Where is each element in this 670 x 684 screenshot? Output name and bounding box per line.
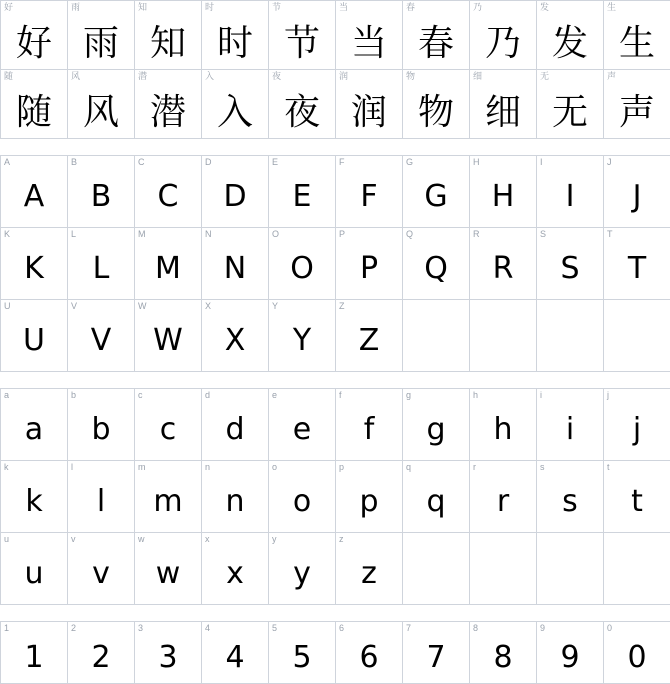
block-separator	[0, 372, 670, 388]
glyph-character: r	[496, 484, 510, 519]
glyph-code-label: 入	[205, 71, 215, 81]
glyph-code-label: I	[540, 157, 543, 167]
glyph-character: q	[426, 484, 446, 519]
glyph-character	[470, 543, 536, 604]
glyph-character: O	[290, 251, 314, 286]
glyph-cell[interactable]	[403, 228, 470, 300]
glyph-code-label: 当	[339, 2, 349, 12]
glyph-character: 好	[15, 22, 52, 64]
glyph-cell[interactable]	[202, 533, 269, 605]
glyph-character: 时	[216, 22, 253, 64]
glyph-cell[interactable]	[403, 70, 470, 139]
glyph-character: p	[359, 484, 379, 519]
glyph-code-label: U	[4, 301, 11, 311]
glyph-code-label: t	[607, 462, 610, 472]
glyph-cell[interactable]	[1, 70, 68, 139]
glyph-character: y	[293, 556, 311, 591]
glyph-code-label: W	[138, 301, 147, 311]
glyph-cell[interactable]	[135, 622, 202, 684]
glyph-code-label: 雨	[71, 2, 81, 12]
glyph-code-label: d	[205, 390, 211, 400]
glyph-character: 潜	[149, 91, 186, 133]
glyph-character: X	[224, 323, 246, 358]
glyph-cell[interactable]	[1, 389, 68, 461]
glyph-code-label: G	[406, 157, 414, 167]
glyph-code-label: 潜	[138, 71, 148, 81]
glyph-character: d	[225, 412, 245, 447]
glyph-code-label: 乃	[473, 2, 483, 12]
glyph-character: Z	[358, 323, 380, 358]
glyph-code-label: z	[339, 534, 344, 544]
glyph-code-label: P	[339, 229, 346, 239]
glyph-cell[interactable]	[336, 461, 403, 533]
glyph-cell[interactable]	[135, 300, 202, 372]
glyph-code-label: 风	[71, 71, 81, 81]
glyph-cell[interactable]	[403, 156, 470, 228]
glyph-code-label: 无	[540, 71, 550, 81]
glyph-character: Q	[424, 251, 448, 286]
glyph-code-label: y	[272, 534, 277, 544]
glyph-code-label: 7	[406, 623, 412, 633]
glyph-code-label: 随	[4, 71, 14, 81]
glyph-code-label: J	[607, 157, 612, 167]
glyph-code-label: M	[138, 229, 146, 239]
glyph-cell[interactable]	[68, 533, 135, 605]
glyph-character: 随	[15, 91, 52, 133]
glyph-code-label: Z	[339, 301, 345, 311]
glyph-character: 知	[149, 22, 186, 64]
glyph-code-label: c	[138, 390, 143, 400]
glyph-character: 夜	[283, 91, 320, 133]
glyph-cell[interactable]	[336, 156, 403, 228]
glyph-cell[interactable]	[537, 156, 604, 228]
glyph-cell[interactable]	[470, 156, 537, 228]
glyph-code-label: D	[205, 157, 212, 167]
glyph-character: S	[560, 251, 580, 286]
glyph-character: n	[225, 484, 245, 519]
glyph-block-cjk-characters	[0, 0, 670, 139]
glyph-code-label: 润	[339, 71, 349, 81]
glyph-cell[interactable]	[470, 1, 537, 70]
glyph-character: U	[23, 323, 45, 358]
glyph-code-label: X	[205, 301, 212, 311]
glyph-code-label: 5	[272, 623, 278, 633]
glyph-code-label: K	[4, 229, 11, 239]
glyph-character: a	[24, 412, 44, 447]
glyph-code-label: 2	[71, 623, 77, 633]
glyph-cell[interactable]	[604, 228, 670, 300]
glyph-code-label: 9	[540, 623, 546, 633]
glyph-cell[interactable]	[1, 300, 68, 372]
glyph-character: h	[493, 412, 513, 447]
glyph-cell[interactable]	[1, 1, 68, 70]
glyph-code-label: f	[339, 390, 342, 400]
glyph-code-label: L	[71, 229, 77, 239]
glyph-code-label: 春	[406, 2, 416, 12]
glyph-character: Y	[292, 323, 312, 358]
glyph-code-label: k	[4, 462, 9, 472]
glyph-cell[interactable]	[202, 461, 269, 533]
glyph-character	[403, 310, 469, 371]
glyph-code-label: m	[138, 462, 146, 472]
glyph-character: 细	[484, 91, 521, 133]
glyph-cell[interactable]	[470, 389, 537, 461]
glyph-cell[interactable]	[604, 622, 670, 684]
glyph-cell-empty	[604, 533, 670, 605]
glyph-cell[interactable]	[604, 461, 670, 533]
glyph-character: j	[632, 412, 642, 447]
glyph-character: 0	[627, 640, 647, 675]
glyph-cell-empty	[537, 533, 604, 605]
glyph-character: i	[565, 412, 575, 447]
glyph-code-label: 生	[607, 2, 617, 12]
glyph-cell[interactable]	[202, 156, 269, 228]
glyph-character: k	[25, 484, 43, 519]
glyph-code-label: S	[540, 229, 547, 239]
glyph-cell[interactable]	[68, 622, 135, 684]
glyph-code-label: R	[473, 229, 480, 239]
glyph-code-label: r	[473, 462, 476, 472]
glyph-code-label: e	[272, 390, 278, 400]
glyph-code-label: T	[607, 229, 613, 239]
glyph-character: 2	[91, 640, 111, 675]
glyph-code-label: 4	[205, 623, 211, 633]
glyph-cell[interactable]	[135, 533, 202, 605]
glyph-code-label: C	[138, 157, 145, 167]
glyph-character: N	[223, 251, 247, 286]
glyph-cell[interactable]	[269, 389, 336, 461]
glyph-cell[interactable]	[269, 461, 336, 533]
glyph-code-label: v	[71, 534, 76, 544]
glyph-cell[interactable]	[68, 389, 135, 461]
glyph-character: 8	[493, 640, 513, 675]
glyph-cell[interactable]	[135, 389, 202, 461]
glyph-character: o	[292, 484, 312, 519]
glyph-cell[interactable]	[135, 228, 202, 300]
glyph-cell[interactable]	[1, 622, 68, 684]
glyph-character: v	[92, 556, 110, 591]
glyph-cell[interactable]	[604, 1, 670, 70]
glyph-cell[interactable]	[470, 461, 537, 533]
glyph-cell[interactable]	[604, 156, 670, 228]
glyph-code-label: Y	[272, 301, 279, 311]
glyph-cell[interactable]	[537, 461, 604, 533]
glyph-code-label: H	[473, 157, 480, 167]
glyph-code-label: 好	[4, 2, 14, 12]
glyph-character: 6	[359, 640, 379, 675]
glyph-cell[interactable]	[135, 70, 202, 139]
glyph-cell[interactable]	[336, 228, 403, 300]
glyph-cell[interactable]	[1, 533, 68, 605]
glyph-cell-empty	[470, 300, 537, 372]
glyph-cell[interactable]	[202, 70, 269, 139]
glyph-character	[537, 543, 603, 604]
glyph-character: 物	[417, 91, 454, 133]
glyph-character: 发	[551, 22, 588, 64]
glyph-code-label: a	[4, 390, 10, 400]
glyph-character: 风	[82, 91, 119, 133]
glyph-code-label: V	[71, 301, 78, 311]
glyph-cell[interactable]	[336, 300, 403, 372]
glyph-cell[interactable]	[135, 461, 202, 533]
glyph-character: t	[631, 484, 643, 519]
glyph-character: 4	[225, 640, 245, 675]
glyph-character	[403, 543, 469, 604]
glyph-cell[interactable]	[269, 622, 336, 684]
glyph-cell-empty	[403, 300, 470, 372]
glyph-character: D	[223, 179, 247, 214]
glyph-cell[interactable]	[269, 1, 336, 70]
glyph-character: T	[627, 251, 647, 286]
glyph-code-label: 物	[406, 71, 416, 81]
glyph-cell[interactable]	[202, 389, 269, 461]
glyph-character: H	[491, 179, 515, 214]
glyph-cell[interactable]	[336, 1, 403, 70]
glyph-character: 雨	[82, 22, 119, 64]
glyph-code-label: E	[272, 157, 279, 167]
glyph-code-label: 细	[473, 71, 483, 81]
glyph-character	[470, 310, 536, 371]
glyph-character: x	[226, 556, 244, 591]
glyph-cell[interactable]	[604, 70, 670, 139]
glyph-character: l	[96, 484, 106, 519]
glyph-character: R	[492, 251, 514, 286]
glyph-block-digits	[0, 621, 670, 684]
glyph-cell[interactable]	[336, 389, 403, 461]
glyph-cell[interactable]	[336, 70, 403, 139]
glyph-cell[interactable]	[537, 70, 604, 139]
glyph-code-label: o	[272, 462, 278, 472]
glyph-character: 3	[158, 640, 178, 675]
glyph-character: C	[157, 179, 179, 214]
glyph-cell[interactable]	[470, 70, 537, 139]
glyph-character: g	[426, 412, 446, 447]
glyph-code-label: u	[4, 534, 10, 544]
glyph-cell[interactable]	[68, 1, 135, 70]
glyph-character: s	[562, 484, 578, 519]
glyph-code-label: i	[540, 390, 542, 400]
glyph-character: 1	[24, 640, 44, 675]
glyph-cell[interactable]	[604, 389, 670, 461]
glyph-cell[interactable]	[470, 622, 537, 684]
glyph-cell[interactable]	[537, 622, 604, 684]
glyph-cell[interactable]	[68, 461, 135, 533]
glyph-character: 乃	[484, 22, 521, 64]
glyph-code-label: N	[205, 229, 212, 239]
glyph-cell[interactable]	[403, 461, 470, 533]
glyph-code-label: 节	[272, 2, 282, 12]
glyph-character: I	[565, 179, 575, 214]
glyph-code-label: w	[138, 534, 145, 544]
glyph-code-label: B	[71, 157, 78, 167]
glyph-character: 生	[618, 22, 655, 64]
glyph-cell[interactable]	[269, 156, 336, 228]
glyph-code-label: h	[473, 390, 479, 400]
glyph-cell[interactable]	[269, 300, 336, 372]
glyph-code-label: 知	[138, 2, 148, 12]
glyph-cell[interactable]	[336, 533, 403, 605]
glyph-character: 无	[551, 91, 588, 133]
glyph-code-label: Q	[406, 229, 414, 239]
glyph-character: 7	[426, 640, 446, 675]
glyph-character: 当	[350, 22, 387, 64]
glyph-code-label: 1	[4, 623, 10, 633]
glyph-code-label: A	[4, 157, 11, 167]
glyph-cell[interactable]	[202, 228, 269, 300]
glyph-cell[interactable]	[537, 389, 604, 461]
glyph-character: 入	[216, 91, 253, 133]
glyph-cell[interactable]	[403, 622, 470, 684]
glyph-cell[interactable]	[403, 1, 470, 70]
glyph-character: W	[153, 323, 183, 358]
glyph-cell[interactable]	[269, 533, 336, 605]
glyph-code-label: O	[272, 229, 280, 239]
glyph-character: F	[360, 179, 378, 214]
glyph-code-label: 6	[339, 623, 345, 633]
glyph-cell-empty	[537, 300, 604, 372]
glyph-cell[interactable]	[403, 389, 470, 461]
glyph-character	[604, 310, 670, 371]
glyph-code-label: 声	[607, 71, 617, 81]
glyph-character: m	[153, 484, 183, 519]
glyph-character: M	[155, 251, 181, 286]
glyph-character: G	[424, 179, 448, 214]
glyph-character: E	[292, 179, 312, 214]
glyph-code-label: l	[71, 462, 73, 472]
glyph-character: 5	[292, 640, 312, 675]
glyph-cell[interactable]	[537, 1, 604, 70]
glyph-cell[interactable]	[1, 156, 68, 228]
glyph-character: P	[359, 251, 379, 286]
glyph-character: A	[23, 179, 45, 214]
glyph-cell[interactable]	[135, 1, 202, 70]
glyph-code-label: 时	[205, 2, 215, 12]
glyph-character: 节	[283, 22, 320, 64]
glyph-code-label: F	[339, 157, 345, 167]
glyph-code-label: 3	[138, 623, 144, 633]
glyph-character	[537, 310, 603, 371]
block-separator	[0, 139, 670, 155]
glyph-code-label: j	[607, 390, 609, 400]
glyph-cell-empty	[604, 300, 670, 372]
glyph-character: 润	[350, 91, 387, 133]
glyph-cell[interactable]	[202, 300, 269, 372]
glyph-code-label: 0	[607, 623, 613, 633]
glyph-cell[interactable]	[68, 228, 135, 300]
glyph-cell[interactable]	[135, 156, 202, 228]
glyph-cell[interactable]	[202, 1, 269, 70]
glyph-character: w	[155, 556, 181, 591]
glyph-cell[interactable]	[336, 622, 403, 684]
glyph-code-label: b	[71, 390, 77, 400]
glyph-character: L	[92, 251, 110, 286]
glyph-cell[interactable]	[68, 300, 135, 372]
glyph-character: z	[361, 556, 377, 591]
glyph-character: c	[159, 412, 177, 447]
glyph-cell[interactable]	[1, 461, 68, 533]
glyph-character: 春	[417, 22, 454, 64]
block-separator	[0, 605, 670, 621]
glyph-block-uppercase-latin	[0, 155, 670, 372]
glyph-code-label: 夜	[272, 71, 282, 81]
glyph-character: J	[632, 179, 642, 214]
glyph-character: 9	[560, 640, 580, 675]
glyph-block-lowercase-latin	[0, 388, 670, 605]
glyph-character: 声	[618, 91, 655, 133]
glyph-code-label: g	[406, 390, 412, 400]
glyph-character: e	[292, 412, 312, 447]
glyph-character: f	[363, 412, 375, 447]
glyph-cell[interactable]	[269, 228, 336, 300]
glyph-code-label: 8	[473, 623, 479, 633]
glyph-code-label: 发	[540, 2, 550, 12]
glyph-code-label: n	[205, 462, 211, 472]
glyph-cell[interactable]	[537, 228, 604, 300]
glyph-cell[interactable]	[68, 70, 135, 139]
glyph-cell-empty	[403, 533, 470, 605]
glyph-character	[604, 543, 670, 604]
glyph-character: V	[90, 323, 112, 358]
glyph-cell[interactable]	[68, 156, 135, 228]
glyph-character: K	[24, 251, 44, 286]
glyph-code-label: q	[406, 462, 412, 472]
glyph-cell[interactable]	[269, 70, 336, 139]
glyph-cell[interactable]	[1, 228, 68, 300]
glyph-character: u	[24, 556, 44, 591]
glyph-code-label: x	[205, 534, 210, 544]
glyph-character: b	[91, 412, 111, 447]
glyph-cell[interactable]	[202, 622, 269, 684]
glyph-cell-empty	[470, 533, 537, 605]
glyph-character: B	[90, 179, 112, 214]
glyph-cell[interactable]	[470, 228, 537, 300]
glyph-code-label: s	[540, 462, 545, 472]
glyph-code-label: p	[339, 462, 345, 472]
